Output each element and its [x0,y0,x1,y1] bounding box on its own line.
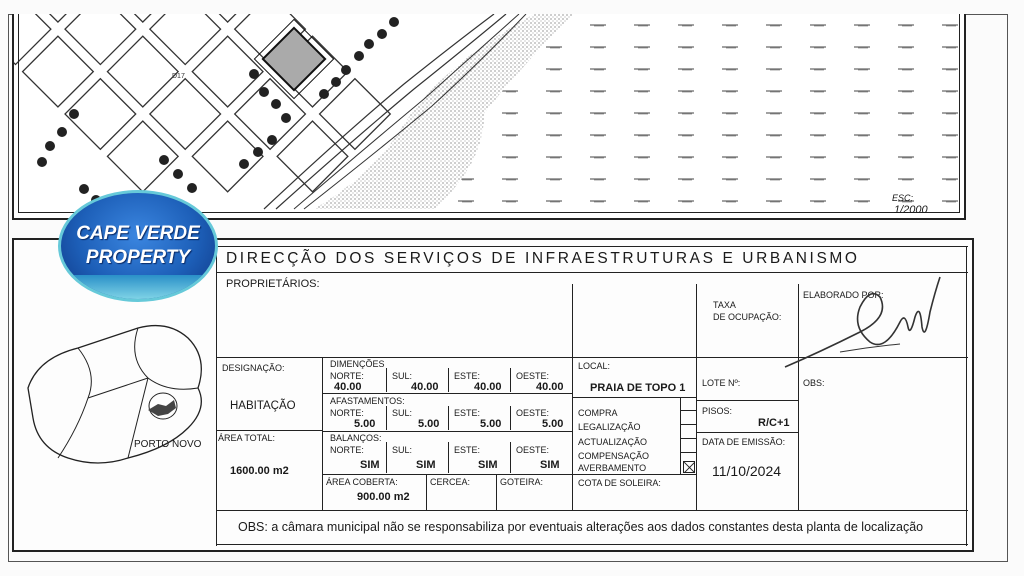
obs-label: OBS: [803,378,825,388]
taxa-label-2: DE OCUPAÇÃO: [713,312,782,322]
divider [448,406,449,430]
bal-oeste-value: SIM [540,459,560,471]
taxa-label-1: TAXA [713,300,736,310]
checkbox-line [680,410,696,411]
company-logo [58,190,218,302]
site-map [12,14,966,220]
averbamento-checkbox [683,461,695,473]
divider [216,510,968,511]
divider [216,246,968,247]
af-sul-label: SUL: [392,408,413,418]
area-coberta-value: 900.00 m2 [357,491,410,503]
bal-sul-label: SUL: [392,445,413,455]
data-emissao-value: 11/10/2024 [712,463,782,479]
area-total-value: 1600.00 m2 [230,465,289,477]
af-oeste-label: OESTE: [516,408,550,418]
af-este-label: ESTE: [454,408,481,418]
scale-label: ESC: [892,193,914,203]
proprietarios-label: PROPRIETÁRIOS: [226,278,320,290]
divider [322,474,696,475]
logo-line-2: PROPERTY [85,247,191,268]
dim-norte-value: 40.00 [334,381,362,393]
divider [322,357,323,510]
dim-norte-label: NORTE: [330,371,364,381]
dim-este-value: 40.00 [474,381,502,393]
bal-sul-value: SIM [416,459,436,471]
divider [386,368,387,392]
checkbox-line [680,452,696,453]
bal-norte-label: NORTE: [330,445,364,455]
logo-line-1: CAPE VERDE [76,223,200,244]
local-label: LOCAL: [578,361,611,371]
divider [496,474,497,510]
scale-value: 1/2000 [894,204,928,216]
option-compensacao: COMPENSAÇÃO [578,451,650,461]
divider [510,406,511,430]
local-value: PRAIA DE TOPO 1 [590,382,686,394]
bal-este-label: ESTE: [454,445,481,455]
cercea-label: CERCEA: [430,477,471,487]
dim-oeste-label: OESTE: [516,371,550,381]
af-este-value: 5.00 [480,418,502,430]
divider [448,442,449,473]
af-sul-value: 5.00 [418,418,440,430]
location-label: PORTO NOVO [134,439,202,450]
af-norte-label: NORTE: [330,408,364,418]
af-norte-value: 5.00 [354,418,376,430]
divider [572,284,573,510]
divider [322,393,572,394]
bal-norte-value: SIM [360,459,380,471]
pisos-label: PISOS: [702,406,733,416]
divider [572,397,696,398]
checkbox-line [680,438,696,439]
designacao-label: DESIGNAÇÃO: [222,363,285,373]
dim-sul-value: 40.00 [411,381,439,393]
divider [386,442,387,473]
area-total-label: ÁREA TOTAL: [218,433,276,443]
divider [696,400,798,401]
divider [696,284,697,510]
divider [426,474,427,510]
elaborado-label: ELABORADO POR: [803,290,884,300]
signature [780,272,950,372]
pisos-value: R/C+1 [758,417,790,429]
balancos-label: BALANÇOS: [330,433,382,443]
area-coberta-label: ÁREA COBERTA: [326,477,398,487]
lote-label: LOTE Nº: [702,378,741,388]
divider [216,544,968,545]
plot-label: D17 [172,73,185,80]
site-map-drawing [14,14,966,220]
designacao-value: HABITAÇÃO [230,400,296,412]
divider [322,431,572,432]
afastamentos-label: AFASTAMENTOS: [330,396,405,406]
divider [696,432,798,433]
dim-sul-label: SUL: [392,371,413,381]
cota-label: COTA DE SOLEIRA: [578,478,661,488]
divider [966,246,967,546]
department-title: DIRECÇÃO DOS SERVIÇOS DE INFRAESTRUTURAS E URBANISMO [226,250,860,267]
option-compra: COMPRA [578,408,618,418]
divider [510,368,511,392]
divider [680,397,681,474]
af-oeste-value: 5.00 [542,418,564,430]
goteira-label: GOTEIRA: [500,477,544,487]
logo-sea [61,275,215,299]
bal-oeste-label: OESTE: [516,445,550,455]
dim-oeste-value: 40.00 [536,381,564,393]
checkbox-line [680,424,696,425]
dim-este-label: ESTE: [454,371,481,381]
option-legalizacao: LEGALIZAÇÃO [578,422,641,432]
divider [386,406,387,430]
option-actualizacao: ACTUALIZAÇÃO [578,437,648,447]
bal-este-value: SIM [478,459,498,471]
divider [510,442,511,473]
disclaimer: OBS: a câmara municipal não se responsabiliza por eventuais alterações aos dados constantes desta planta de localização [238,520,924,534]
divider [216,430,322,431]
divider [448,368,449,392]
dimensoes-label: DIMENÇÕES [330,359,385,369]
data-emissao-label: DATA DE EMISSÃO: [702,437,786,447]
option-averbamento: AVERBAMENTO [578,463,647,473]
